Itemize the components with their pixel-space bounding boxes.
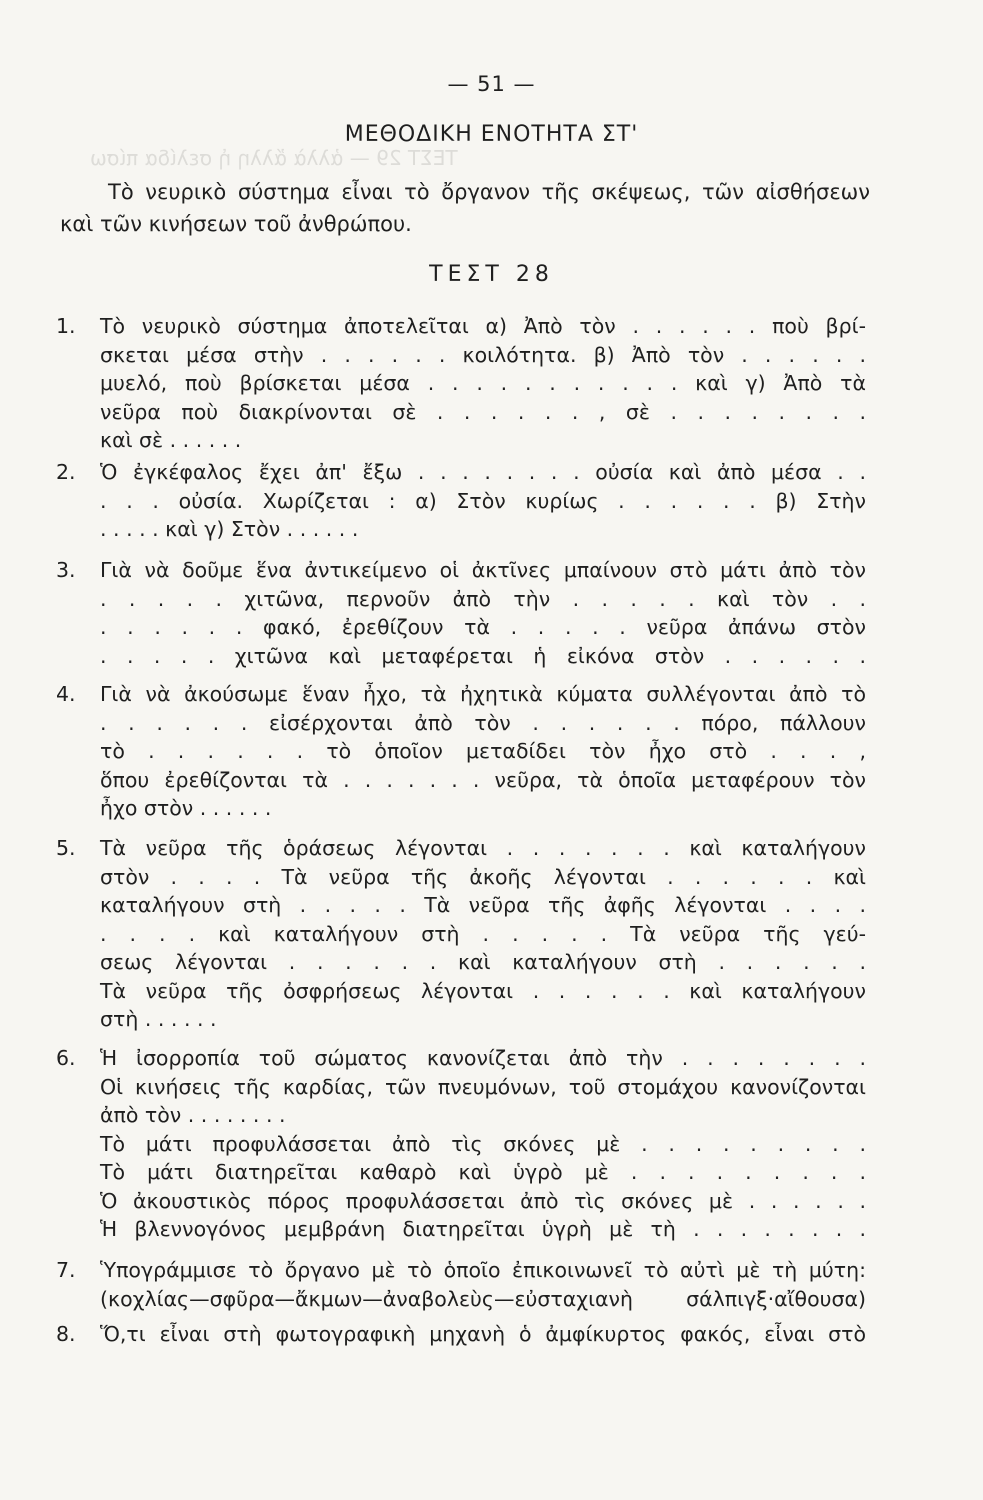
question-number: 1.	[56, 314, 76, 338]
question-line: . . . . . χιτῶνα καὶ μεταφέρεται ἡ εἰκόνα στὸν . . . . . .	[100, 643, 866, 668]
question-line: νεῦρα ποὺ διακρίνονται σὲ . . . . . . , σὲ . . . . . . . .	[100, 399, 866, 424]
question-line: ἦχο στὸν . . . . . .	[100, 796, 272, 820]
question-number: 4.	[56, 682, 76, 706]
show-through-text: ΤΕΣΤ 29 — ἀλλὰ ἄλλη ἡ σελίδα πίσω	[90, 146, 458, 170]
question-number: 6.	[56, 1046, 76, 1070]
question-line: Τὰ νεῦρα τῆς ὀσφρήσεως λέγονται . . . . . . καὶ καταλήγουν	[100, 978, 866, 1003]
question-line: σκεται μέσα στὴν . . . . . . κοιλότητα. β) Ἀπὸ τὸν . . . . . .	[100, 342, 866, 367]
question-line: . . . οὐσία. Χωρίζεται : α) Στὸν κυρίως . . . . . . β) Στὴν	[100, 488, 866, 513]
intro-line-2: καὶ τῶν κινήσεων τοῦ ἀνθρώπου.	[60, 212, 412, 236]
question-line: Τὸ νευρικὸ σύστημα ἀποτελεῖται α) Ἀπὸ τὸν . . . . . . ποὺ βρί-	[100, 314, 866, 338]
question-line: Ὁ ἀκουστικὸς πόρος προφυλάσσεται ἀπὸ τὶς σκόνες μὲ . . . . . .	[100, 1188, 866, 1213]
question-line: (κοχλίας—σφῦρα—ἄκμων—ἀναβολεὺς—εὐσταχιανὴ σάλπιγξ·αἴθουσα)	[100, 1286, 866, 1311]
question-line: Ὅ,τι εἶναι στὴ φωτογραφικὴ μηχανὴ ὁ ἀμφίκυρτος φακός, εἶναι στὸ	[100, 1322, 866, 1346]
question-line: . . . . . χιτῶνα, περνοῦν ἀπὸ τὴν . . . . . καὶ τὸν . .	[100, 586, 866, 611]
question-line: τὸ . . . . . . τὸ ὁποῖον μεταδίδει τὸν ἦχο στὸ . . . ,	[100, 739, 866, 763]
question-number: 7.	[56, 1258, 76, 1282]
question-line: καταλήγουν στὴ . . . . . Τὰ νεῦρα τῆς ἀφῆς λέγονται . . . .	[100, 893, 866, 917]
question-number: 3.	[56, 558, 76, 582]
question-3	[56, 556, 866, 670]
intro-line-1: Τὸ νευρικὸ σύστημα εἶναι τὸ ὄργανον τῆς σκέψεως, τῶν αἰσθήσεων	[108, 180, 870, 204]
intro-paragraph	[60, 176, 870, 240]
question-line: . . . . . . φακό, ἐρεθίζουν τὰ . . . . . νεῦρα ἀπάνω στὸν	[100, 615, 866, 639]
question-2	[56, 458, 866, 544]
question-line: σεως λέγονται . . . . . . καὶ καταλήγουν στὴ . . . . . .	[100, 950, 866, 974]
question-line: καὶ σὲ . . . . . .	[100, 428, 242, 452]
question-7	[56, 1256, 866, 1313]
question-line: Τὸ μάτι διατηρεῖται καθαρὸ καὶ ὑγρὸ μὲ . . . . . . . . .	[100, 1160, 866, 1184]
question-line: στὴ . . . . . .	[100, 1007, 217, 1031]
question-line: Οἱ κινήσεις τῆς καρδίας, τῶν πνευμόνων, τοῦ στομάχου κανονίζονται	[100, 1074, 866, 1099]
section-title: ΜΕΘΟΔΙΚΗ ΕΝΟΤΗΤΑ ΣΤ'	[344, 122, 639, 147]
question-line: Γιὰ νὰ ἀκούσωμε ἕναν ἦχο, τὰ ἠχητικὰ κύματα συλλέγονται ἀπὸ τὸ	[100, 682, 866, 706]
question-line: μυελό, ποὺ βρίσκεται μέσα . . . . . . . . . . . καὶ γ) Ἀπὸ τὰ	[100, 371, 866, 395]
question-5	[56, 834, 866, 1034]
question-number: 5.	[56, 836, 76, 860]
question-line: Τὰ νεῦρα τῆς ὁράσεως λέγονται . . . . . . . καὶ καταλήγουν	[100, 836, 866, 860]
question-line: . . . . . . εἰσέρχονται ἀπὸ τὸν . . . . . . πόρο, πάλλουν	[100, 710, 866, 735]
question-line: . . . . . καὶ γ) Στὸν . . . . . .	[100, 517, 359, 541]
question-line: Γιὰ νὰ δοῦμε ἕνα ἀντικείμενο οἱ ἀκτῖνες μπαίνουν στὸ μάτι ἀπὸ τὸν	[100, 558, 866, 582]
question-4	[56, 680, 866, 823]
question-number: 8.	[56, 1322, 76, 1346]
question-line: ὅπου ἐρεθίζονται τὰ . . . . . . . νεῦρα, τὰ ὁποῖα μεταφέρουν τὸν	[100, 767, 866, 792]
test-title: ΤΕΣΤ 28	[429, 262, 554, 287]
question-line: Ὑπογράμμισε τὸ ὄργανο μὲ τὸ ὁποῖο ἐπικοινωνεῖ τὸ αὐτὶ μὲ τὴ μύτη:	[100, 1258, 866, 1282]
question-line: . . . . καὶ καταλήγουν στὴ . . . . . Τὰ νεῦρα τῆς γεύ-	[100, 921, 866, 946]
question-number: 2.	[56, 460, 76, 484]
question-line: Ἡ βλεννογόνος μεμβράνη διατηρεῖται ὑγρὴ μὲ τὴ . . . . . . . .	[100, 1217, 866, 1241]
question-6	[56, 1044, 866, 1244]
question-line: Ἡ ἰσορροπία τοῦ σώματος κανονίζεται ἀπὸ τὴν . . . . . . . .	[100, 1046, 866, 1070]
page-number: — 51 —	[447, 72, 536, 96]
question-line: στὸν . . . . Τὰ νεῦρα τῆς ἀκοῆς λέγονται . . . . . . καὶ	[100, 864, 866, 889]
question-line: ἀπὸ τὸν . . . . . . . .	[100, 1103, 286, 1127]
question-line: Ὁ ἐγκέφαλος ἔχει ἀπ' ἔξω . . . . . . . . οὐσία καὶ ἀπὸ μέσα . .	[100, 460, 866, 484]
question-1	[56, 312, 866, 455]
question-8	[56, 1320, 866, 1349]
question-line: Τὸ μάτι προφυλάσσεται ἀπὸ τὶς σκόνες μὲ . . . . . . . . .	[100, 1131, 866, 1156]
